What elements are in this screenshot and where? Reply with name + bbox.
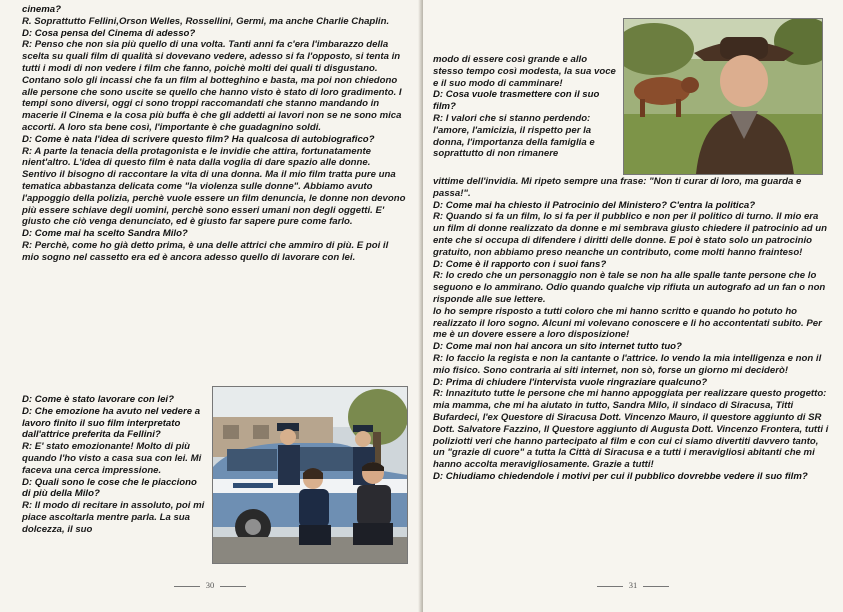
paragraph: R: Io credo che un personaggio non è tale se non ha alle spalle tante persone che lo seguono e lo ammirano. Odio quando qualche vip rifiuta un autografo ad un fan o non risponde alle sue lettere. [433,270,826,305]
right-text-column [433,176,831,483]
paragraph: D: Prima di chiudere l'intervista vuole ringraziare qualcuno? [433,376,708,388]
page-number-text: 31 [628,580,638,590]
left-page [0,0,420,612]
paragraph: R: Quando si fa un film, lo si fa per il pubblico e non per il politico di turno. Il mio era un film di donne realizzato da donne e mi sembrava giusto chiedere il patrocinio ad un ente che si occupa di difendere i diritti delle donne. E poi è stato solo un patrocinio gratuito, non abbiamo preso neanche un contributo, come molti hanno frainteso! [433,211,827,258]
police-photo [212,386,408,564]
paragraph: R: A parte la tenacia della protagonista e le invidie che attira, fortunatamente nient'altro. L'idea di questo film è nata dalla voglia di dare spazio alle donne. Sentivo il bisogno di raccontare la vita di una donna. Ma il mio film tratta pure una tematica abbastanza delicata come "la violenza sulle donne". Abbiamo avuto l'appoggio della polizia, perchè vuole essere un film denuncia, le donne non devono più essere schiave degli uomini, perchè sono esseri umani non degli oggetti. E' giusto che ciò venga denunciato, ed è giusto far sapere pure come farlo. [22,145,406,228]
page-number-text: 30 [205,580,215,590]
paragraph: R: Io faccio la regista e non la cantante o l'attrice. Io vendo la mia intelligenza e non il mio fisico. Sono contraria ai siti internet, non sò, forse un giorno mi deciderò! [433,352,822,376]
paragraph: D: Come mai non hai ancora un sito internet tutto tuo? [433,341,682,353]
right-narrow-column [433,54,619,160]
paragraph: D: Come è nata l'idea di scrivere questo film? Ha qualcosa di autobiografico? [22,133,375,145]
paragraph: R. Soprattutto Fellini,Orson Welles, Rossellini, Germi, ma anche Charlie Chaplin. [22,15,390,27]
paragraph: R: Penso che non sia più quello di una volta. Tanti anni fa c'era l'imbarazzo della scelta su quali film di qualità si dovevano vedere, adesso si fa l'opposto, si tenta in tutti i modi di non vedere i film che fanno, poichè molti dei quali ti disgustano. [22,39,401,74]
paragraph: Io ho sempre risposto a tutti coloro che mi hanno scritto e quando ho potuto ho realizzato il loro sogno. Alcuni mi volevano conoscere e li ho accontentati subito. Per me è un dovere essere a loro disposizione! [433,305,822,341]
paragraph: D: Come è stato lavorare con lei? [22,394,174,405]
paragraph: R: I valori che si stanno perdendo: l'amore, l'amicizia, il rispetto per la donna, l'importanza della famiglia e soprattutto di non rimanere [433,112,595,160]
paragraph: D: Chiudiamo chiedendole i motivi per cui il pubblico dovrebbe vedere il suo film? [433,470,808,482]
portrait-photo-illustration [624,19,822,174]
paragraph: cinema? [22,4,61,15]
paragraph: D: Quali sono le cose che le piacciono di più della Milo? [22,476,197,500]
paragraph: D: Come mai ha chiesto il Patrocinio del Ministero? C'entra la politica? [433,199,756,211]
page-number [423,580,843,590]
left-narrow-column [22,394,208,536]
left-text-column [22,4,407,264]
police-photo-illustration [213,387,407,563]
paragraph: D: Che emozione ha avuto nel vedere a lavoro finito il suo film interpretato dall'attrice preferita da Fellini? [22,405,201,441]
paragraph: D: Cosa pensa del Cinema di adesso? [22,27,196,39]
paragraph: vittime dell'invidia. Mi ripeto sempre una frase: "Non ti curar di loro, ma guarda e passa!". [433,176,802,199]
paragraph: D: Cosa vuole trasmettere con il suo film? [433,89,600,113]
paragraph: D: Come è il rapporto con i suoi fans? [433,258,607,270]
paragraph: R: Il modo di recitare in assoluto, poi mi piace ascoltarla mentre parla. La sua dolcezza, il suo [22,500,205,535]
paragraph: modo di essere così grande e allo stesso tempo così modesta, la sua voce e il suo modo di camminare! [433,54,616,89]
paragraph: Contano solo gli incassi che fa un film al botteghino e basta, ma poi non chiedono alle persone che sono uscite se quello che hanno visto è stato di loro gradimento. I tempi sono diversi, oggi ci sono troppi raccomandati che stanno mandando in macerie il Cinema e la cosa più buffa è che gli addetti ai lavori non se ne sono mica accorti. A loro sta bene così, l'importante è che guadagnino soldi. [22,74,402,133]
paragraph: D: Come mai ha scelto Sandra Milo? [22,228,188,240]
paragraph: R: E' stato emozionante! Molto di più quando l'ho visto a casa sua con lei. Mi faceva una cerca impressione. [22,441,202,476]
page-number [0,580,420,590]
right-page [423,0,843,612]
paragraph: R: Perchè, come ho già detto prima, è una delle attrici che ammiro di più. E poi il mio sogno nel cassetto era ed è ancora adesso quello di lavorare con lei. [22,239,389,263]
paragraph: R: Innazituto tutte le persone che mi hanno appoggiata per realizzare questo progetto: mia mamma, che mi ha aiutato in tutto, Sandra Milo, il sindaco di Siracusa, Titti Bufardeci, l'ex Questore di Siracusa Dott. Vincenzo Mauro, il questore aggiunto di SR Dott. Salvatore Fazzino, Il Questore aggiunto di Augusta Dott. Vincenzo Frontera, tutti i poliziotti veri che hanno partecipato al film e con cui ci siamo divertiti davvero tanto, un "grazie di cuore" a tutta la Città di Siracusa e a tutti i meravigliosi abitanti che mi hanno accolta meravigliosamente. Grazie a tutti! [433,388,829,471]
portrait-photo [623,18,823,175]
